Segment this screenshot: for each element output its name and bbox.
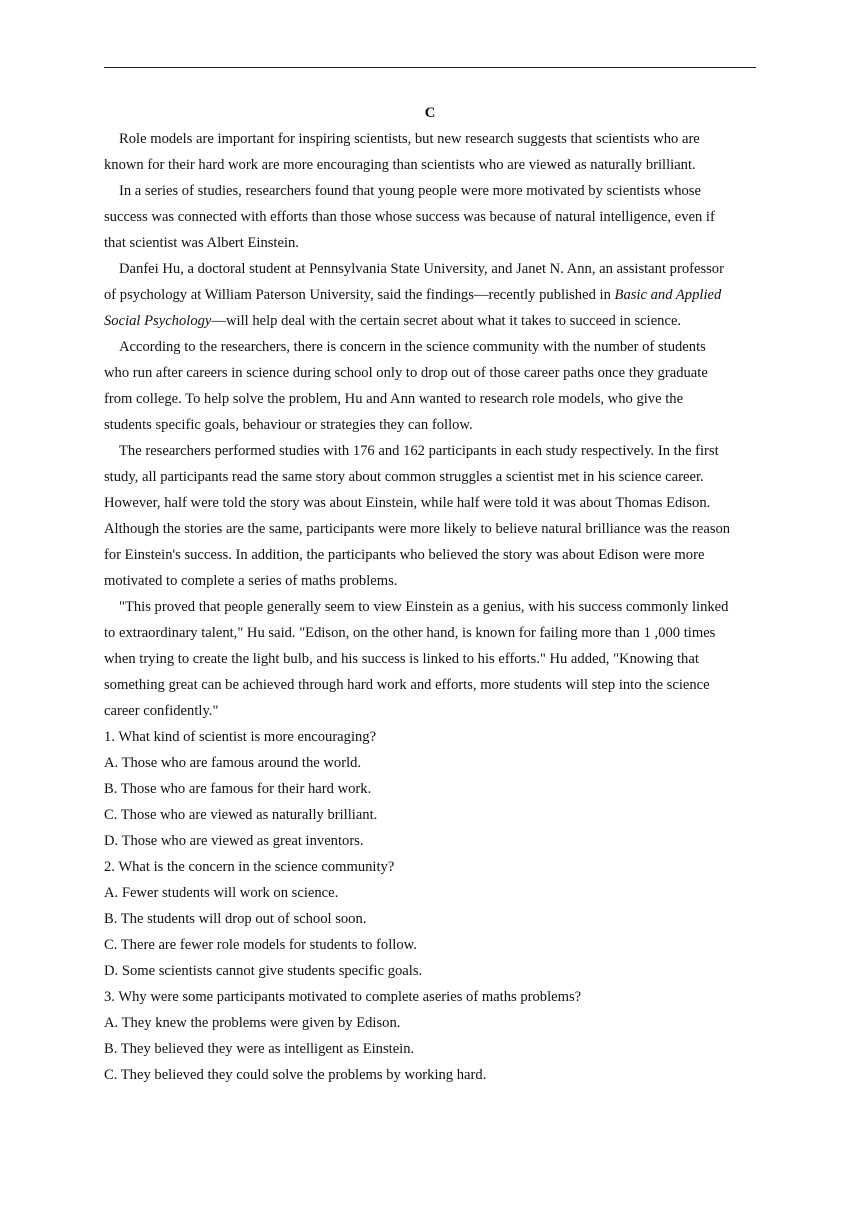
text-line: Role models are important for inspiring scientists, but new research suggests that scientists who are <box>119 131 700 147</box>
option-a: A. They knew the problems were given by Edison. <box>104 1015 401 1031</box>
journal-title-part: Social Psychology <box>104 313 212 329</box>
paragraph-5 <box>104 438 756 594</box>
paragraph-3 <box>104 256 756 334</box>
journal-title-part: Basic and Applied <box>614 287 722 303</box>
text-line: that scientist was Albert Einstein. <box>104 235 299 251</box>
question-stem: 1. What kind of scientist is more encouraging? <box>104 729 377 745</box>
paragraph-6 <box>104 594 756 724</box>
option-c: C. They believed they could solve the problems by working hard. <box>104 1067 487 1083</box>
option-a: A. Those who are famous around the world. <box>104 755 362 771</box>
text-line: However, half were told the story was about Einstein, while half were told it was about Thomas Edison. <box>104 495 711 511</box>
question-stem: 3. Why were some participants motivated to complete aseries of maths problems? <box>104 989 582 1005</box>
paragraph-2 <box>104 178 756 256</box>
option-c: C. Those who are viewed as naturally brilliant. <box>104 807 378 823</box>
text-line: Although the stories are the same, participants were more likely to believe natural brilliance was the reason <box>104 521 731 537</box>
text-line: Danfei Hu, a doctoral student at Pennsylvania State University, and Janet N. Ann, an assistant professor <box>119 261 724 277</box>
question-stem: 2. What is the concern in the science community? <box>104 859 395 875</box>
question-2 <box>104 854 756 984</box>
text-line: The researchers performed studies with 176 and 162 participants in each study respectively. In the first <box>119 443 719 459</box>
option-d: D. Those who are viewed as great inventors. <box>104 833 364 849</box>
header-rule <box>104 67 756 68</box>
question-1 <box>104 724 756 854</box>
text-line: career confidently." <box>104 703 219 719</box>
text-line: students specific goals, behaviour or strategies they can follow. <box>104 417 473 433</box>
text-line: In a series of studies, researchers found that young people were more motivated by scientists whose <box>119 183 701 199</box>
text-line <box>104 282 756 308</box>
paragraph-4 <box>104 334 756 438</box>
text-segment: —will help deal with the certain secret about what it takes to succeed in science. <box>211 313 682 329</box>
section-letter: C <box>424 105 436 121</box>
text-segment: of psychology at William Paterson University, said the findings—recently published in <box>104 287 615 303</box>
text-line: to extraordinary talent," Hu said. "Edison, on the other hand, is known for failing more than 1 ,000 times <box>104 625 716 641</box>
questions <box>104 724 756 1088</box>
text-line: for Einstein's success. In addition, the participants who believed the story was about Edison were more <box>104 547 705 563</box>
document-body <box>104 100 756 1088</box>
text-line: who run after careers in science during school only to drop out of those career paths once they graduate <box>104 365 708 381</box>
question-3 <box>104 984 756 1088</box>
text-line: According to the researchers, there is concern in the science community with the number of students <box>119 339 706 355</box>
passage <box>104 126 756 724</box>
text-line: known for their hard work are more encouraging than scientists who are viewed as naturally brilliant. <box>104 157 696 173</box>
option-a: A. Fewer students will work on science. <box>104 885 339 901</box>
text-line: success was connected with efforts than those whose success was because of natural intelligence, even if <box>104 209 715 225</box>
option-b: B. The students will drop out of school soon. <box>104 911 367 927</box>
option-b: B. They believed they were as intelligent as Einstein. <box>104 1041 415 1057</box>
text-line: study, all participants read the same story about common struggles a scientist met in his science career. <box>104 469 704 485</box>
text-line: something great can be achieved through hard work and efforts, more students will step into the science <box>104 677 710 693</box>
option-c: C. There are fewer role models for students to follow. <box>104 937 417 953</box>
text-line: "This proved that people generally seem to view Einstein as a genius, with his success commonly linked <box>119 599 729 615</box>
paragraph-1 <box>104 126 756 178</box>
text-line: from college. To help solve the problem, Hu and Ann wanted to research role models, who give the <box>104 391 684 407</box>
option-b: B. Those who are famous for their hard work. <box>104 781 372 797</box>
text-line: motivated to complete a series of maths problems. <box>104 573 398 589</box>
text-line <box>104 308 756 334</box>
text-line: when trying to create the light bulb, and his success is linked to his efforts." Hu added, "Knowing that <box>104 651 699 667</box>
option-d: D. Some scientists cannot give students specific goals. <box>104 963 423 979</box>
